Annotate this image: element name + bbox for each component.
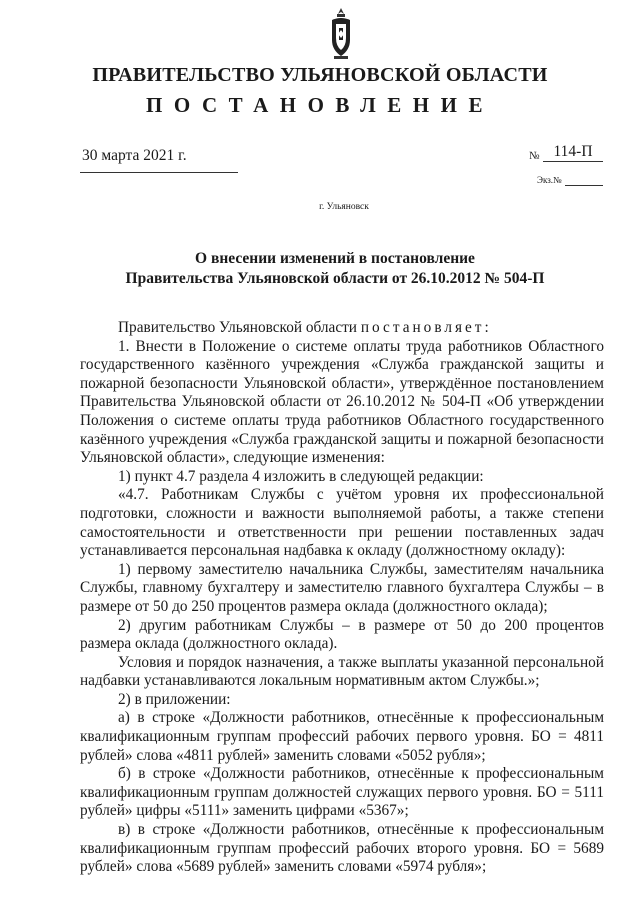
body-paragraph: а) в строке «Должности работников, отнесённые к профессиональным квалификационным группам профессий рабочих первого уровня. БО = 4811 рублей» слова «4811 рублей» заменить словами «5052 рубля»; bbox=[80, 709, 604, 764]
document-number: 114-П bbox=[543, 143, 603, 162]
document-type: ПОСТАНОВЛЕНИЕ bbox=[146, 93, 494, 117]
government-name: ПРАВИТЕЛЬСТВО УЛЬЯНОВСКОЙ ОБЛАСТИ bbox=[92, 64, 548, 86]
body-paragraph: Условия и порядок назначения, а также выплаты указанной персональной надбавки устанавливаются локальным нормативным актом Службы.»; bbox=[80, 653, 604, 690]
body-paragraph: 1) пункт 4.7 раздела 4 изложить в следующей редакции: bbox=[118, 467, 484, 485]
title-line-1: О внесении изменений в постановление bbox=[195, 250, 475, 267]
title-line-2: Правительства Ульяновской области от 26.10.2012 № 504-П bbox=[125, 270, 545, 287]
copy-number-line bbox=[565, 185, 603, 186]
body-paragraph: «4.7. Работникам Службы с учётом уровня их профессиональной подготовки, сложности и важности выполняемой работы, а также степени самостоятельности и ответственности при решении поставленных задач устанавливается персональная надбавка к окладу (должностному окладу): bbox=[80, 486, 604, 560]
body-paragraph: б) в строке «Должности работников, отнесённые к профессиональным квалификационным группам должностей служащих первого уровня. БО = 5111 рублей» цифры «5111» заменить цифрами «5367»; bbox=[80, 765, 604, 820]
body-paragraph: в) в строке «Должности работников, отнесённые к профессиональным квалификационным группам профессий рабочих второго уровня. БО = 5689 рублей» слова «5689 рублей» заменить словами «5974 рубля»; bbox=[80, 821, 604, 876]
intro-paragraph bbox=[80, 319, 604, 338]
intro-decree: постановляет: bbox=[360, 319, 492, 336]
document-date: 30 марта 2021 г. bbox=[82, 147, 187, 164]
body-paragraph: 2) в приложении: bbox=[118, 690, 231, 708]
number-label: № bbox=[529, 150, 540, 162]
city: г. Ульяновск bbox=[319, 202, 369, 212]
date-underline bbox=[80, 172, 238, 173]
coat-of-arms-icon bbox=[328, 6, 354, 62]
body-paragraph: 1) первому заместителю начальника Службы, заместителям начальника Службы, главному бухгалтеру и заместителю главного бухгалтера Службы – в размере от 50 до 250 процентов размера оклада (должностного оклада); bbox=[80, 560, 604, 615]
body-paragraph: 1. Внести в Положение о системе оплаты труда работников Областного государственного казённого учреждения «Служба гражданской защиты и пожарной безопасности Ульяновской области», утверждённое постановлением Правительства Ульяновской области от 26.10.2012 № 504-П «Об утверждении Положения о системе оплаты труда работников Областного государственного казённого учреждения «Служба гражданской защиты и пожарной безопасности Ульяновской области», следующие изменения: bbox=[80, 337, 604, 467]
body-paragraph: 2) другим работникам Службы – в размере от 50 до 200 процентов размера оклада (должностного оклада). bbox=[80, 616, 604, 653]
copy-number-label: Экз.№ bbox=[537, 175, 562, 185]
document-body bbox=[80, 319, 604, 877]
intro-prefix: Правительство Ульяновской области bbox=[118, 319, 361, 336]
document-title bbox=[0, 249, 640, 289]
